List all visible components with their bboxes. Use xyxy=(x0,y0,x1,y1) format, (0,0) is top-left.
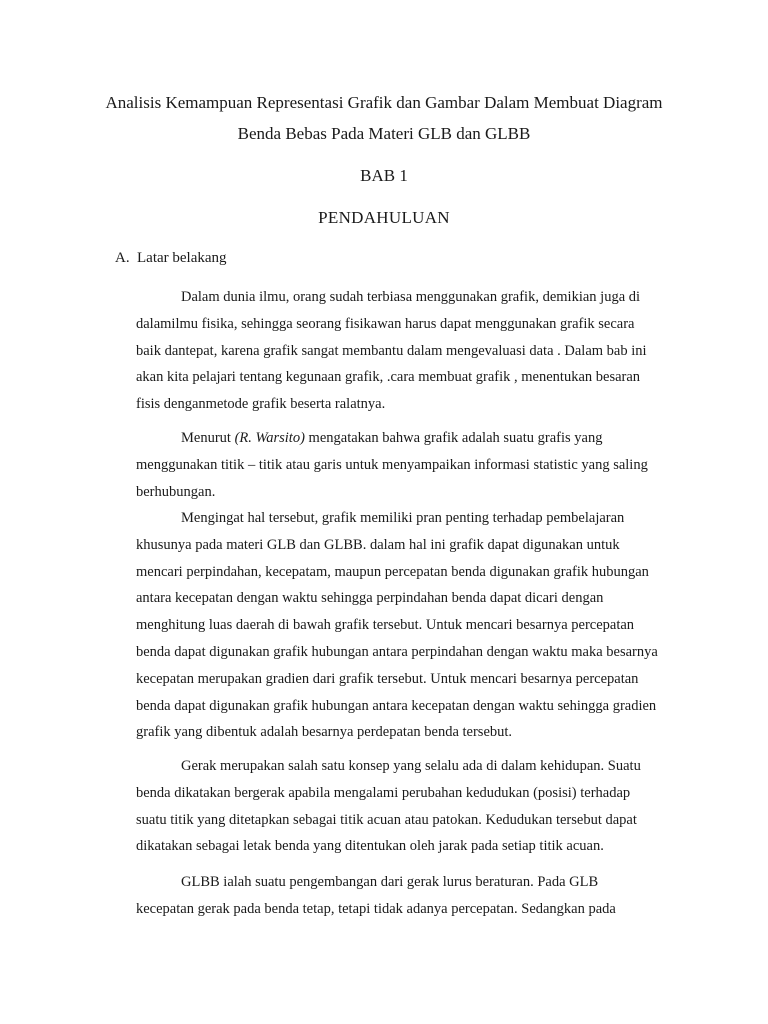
paragraph-line: baik dantepat, karena grafik sangat membantu dalam mengevaluasi data . Dalam bab ini xyxy=(136,342,647,359)
paragraph-line: benda dapat digunakan grafik hubungan antara perpindahan dengan waktu maka besarnya xyxy=(136,643,658,660)
paragraph-line: antara kecepatan dengan waktu sehingga perpindahan benda dapat dicari dengan xyxy=(136,590,604,607)
paragraph-line: menghitung luas daerah di bawah grafik tersebut. Untuk mencari besarnya percepatan xyxy=(136,617,635,634)
paragraph xyxy=(136,425,684,505)
paragraph-line: Gerak merupakan salah satu konsep yang selalu ada di dalam kehidupan. Suatu xyxy=(181,758,641,774)
chapter-number: BAB 1 xyxy=(360,166,408,185)
section-heading xyxy=(115,245,227,271)
paragraph-line: kecepatan merupakan gradien dari grafik tersebut. Untuk mencari besarnya percepatan xyxy=(136,670,639,687)
paragraph-line: suatu titik yang ditetapkan sebagai titik acuan atau patokan. Kedudukan tersebut dapat xyxy=(136,811,637,828)
paragraph-line: fisis denganmetode grafik beserta ralatnya. xyxy=(136,396,386,413)
paragraph-line xyxy=(136,425,684,452)
paragraph-line: mencari perpindahan, kecepatam, maupun percepatan benda digunakan grafik hubungan xyxy=(136,563,649,580)
paragraph xyxy=(136,869,684,923)
document-title-line-2: Benda Bebas Pada Materi GLB dan GLBB xyxy=(237,124,531,143)
citation: (R. Warsito) xyxy=(234,430,305,446)
paragraph-line: menggunakan titik – titik atau garis untuk menyampaikan informasi statistic yang saling xyxy=(136,456,648,473)
paragraph-line: GLBB ialah suatu pengembangan dari gerak lurus beraturan. Pada GLB xyxy=(181,874,599,890)
paragraph-line: Mengingat hal tersebut, grafik memiliki pran penting terhadap pembelajaran xyxy=(181,510,625,526)
paragraph-line: kecepatan gerak pada benda tetap, tetapi tidak adanya percepatan. Sedangkan pada xyxy=(136,900,616,917)
section-title: Latar belakang xyxy=(137,250,227,266)
paragraph-line: dalamilmu fisika, sehingga seorang fisikawan harus dapat menggunakan grafik secara xyxy=(136,315,635,332)
paragraph-line: khusunya pada materi GLB dan GLBB. dalam hal ini grafik dapat digunakan untuk xyxy=(136,536,620,553)
paragraph-line: benda dikatakan bergerak apabila mengalami perubahan kedudukan (posisi) terhadap xyxy=(136,784,631,801)
section-marker: A. xyxy=(115,250,130,266)
document-title-line-1: Analisis Kemampuan Representasi Grafik dan Gambar Dalam Membuat Diagram xyxy=(105,93,663,112)
paragraph-line: benda dapat digunakan grafik hubungan antara kecepatan dengan waktu sehingga gradien xyxy=(136,697,657,714)
paragraph-line: akan kita pelajari tentang kegunaan grafik, .cara membuat grafik , menentukan besaran xyxy=(136,369,641,386)
paragraph xyxy=(136,753,684,860)
paragraph-line: berhubungan. xyxy=(136,483,216,500)
paragraph-line: dikatakan sebagai letak benda yang ditentukan oleh jarak pada setiap titik acuan. xyxy=(136,838,604,855)
paragraph-line: Dalam dunia ilmu, orang sudah terbiasa menggunakan grafik, demikian juga di xyxy=(181,289,641,305)
text-run: Menurut xyxy=(181,430,235,446)
chapter-title: PENDAHULUAN xyxy=(318,208,450,227)
paragraph xyxy=(136,284,684,418)
text-run: mengatakan bahwa grafik adalah suatu grafis yang xyxy=(304,430,603,446)
paragraph xyxy=(136,505,684,746)
paragraph-line: grafik yang dibentuk adalah besarnya perdepatan benda tersebut. xyxy=(136,724,513,741)
